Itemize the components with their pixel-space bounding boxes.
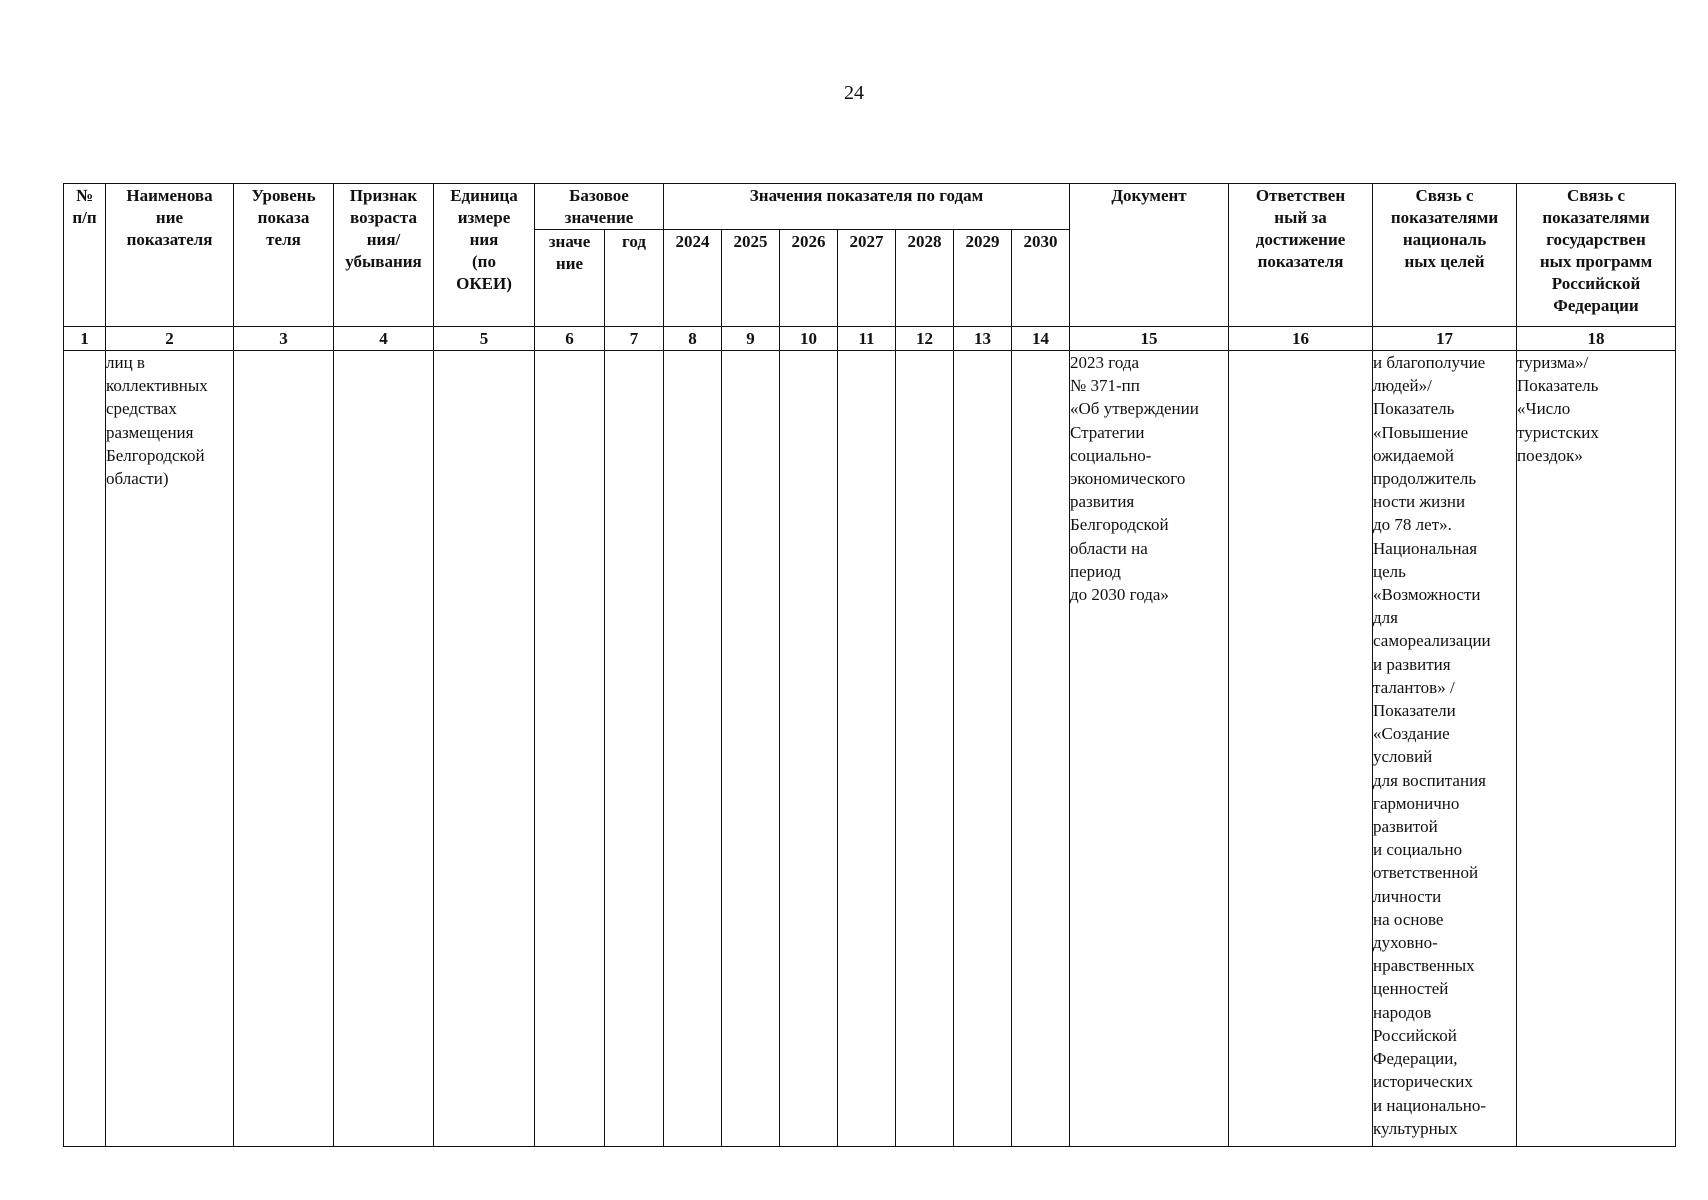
column-number: 10 [780, 327, 838, 351]
column-number: 5 [434, 327, 535, 351]
header-year: 2029 [954, 230, 1012, 327]
cell-level [234, 351, 334, 1147]
header-year: 2026 [780, 230, 838, 327]
column-number: 9 [722, 327, 780, 351]
column-number: 14 [1012, 327, 1070, 351]
header-year: 2025 [722, 230, 780, 327]
header-national-goals: Связь с показателями националь ных целей [1373, 184, 1517, 327]
header-year: 2024 [664, 230, 722, 327]
column-number: 8 [664, 327, 722, 351]
column-number: 3 [234, 327, 334, 351]
cell-indicator-name: лиц в коллективных средствах размещения Белгородской области) [106, 351, 234, 1147]
cell-no [64, 351, 106, 1147]
page-number: 24 [844, 82, 864, 104]
column-number: 4 [334, 327, 434, 351]
indicators-table [63, 183, 1676, 1147]
column-number: 1 [64, 327, 106, 351]
column-number: 17 [1373, 327, 1517, 351]
column-number: 13 [954, 327, 1012, 351]
cell-national-goals: и благополучие людей»/ Показатель «Повышение ожидаемой продолжитель ности жизни до 78 лет». Национальная цель «Возможности для самореализации и развития талантов» / Показатели «Создание условий для воспитания гармонично развитой и социально ответственной личности на основе духовно- нравственных ценностей народов Российской Федерации, исторических и национально- культурных [1373, 351, 1517, 1147]
header-year: 2027 [838, 230, 896, 327]
cell-year-value [722, 351, 780, 1147]
cell-base-value [535, 351, 605, 1147]
cell-responsible [1229, 351, 1373, 1147]
column-number: 15 [1070, 327, 1229, 351]
table-row [64, 351, 1676, 1147]
column-number: 18 [1517, 327, 1676, 351]
header-level: Уровень показа теля [234, 184, 334, 327]
cell-unit [434, 351, 535, 1147]
column-number: 2 [106, 327, 234, 351]
cell-year-value [838, 351, 896, 1147]
column-number: 6 [535, 327, 605, 351]
header-year: 2028 [896, 230, 954, 327]
column-number-row [64, 327, 1676, 351]
header-no: № п/п [64, 184, 106, 327]
cell-year-value [780, 351, 838, 1147]
header-trend: Признак возраста ния/ убывания [334, 184, 434, 327]
cell-base-year [605, 351, 664, 1147]
cell-year-value [664, 351, 722, 1147]
cell-year-value [1012, 351, 1070, 1147]
column-number: 12 [896, 327, 954, 351]
header-year: 2030 [1012, 230, 1070, 327]
header-indicator-name: Наименова ние показателя [106, 184, 234, 327]
column-number: 16 [1229, 327, 1373, 351]
header-base-value-value: значе ние [535, 230, 605, 327]
cell-document: 2023 года № 371-пп «Об утверждении Стратегии социально- экономического развития Белгородской области на период до 2030 года» [1070, 351, 1229, 1147]
column-number: 7 [605, 327, 664, 351]
header-unit: Единица измере ния (по ОКЕИ) [434, 184, 535, 327]
header-base-value-year: год [605, 230, 664, 327]
header-state-programs: Связь с показателями государствен ных программ Российской Федерации [1517, 184, 1676, 327]
cell-year-value [896, 351, 954, 1147]
header-row [64, 184, 1676, 230]
header-base-value: Базовое значение [535, 184, 664, 230]
header-document: Документ [1070, 184, 1229, 327]
column-number: 11 [838, 327, 896, 351]
cell-year-value [954, 351, 1012, 1147]
cell-state-programs: туризма»/ Показатель «Число туристских поездок» [1517, 351, 1676, 1147]
header-responsible: Ответствен ный за достижение показателя [1229, 184, 1373, 327]
cell-trend [334, 351, 434, 1147]
header-values-by-year: Значения показателя по годам [664, 184, 1070, 230]
